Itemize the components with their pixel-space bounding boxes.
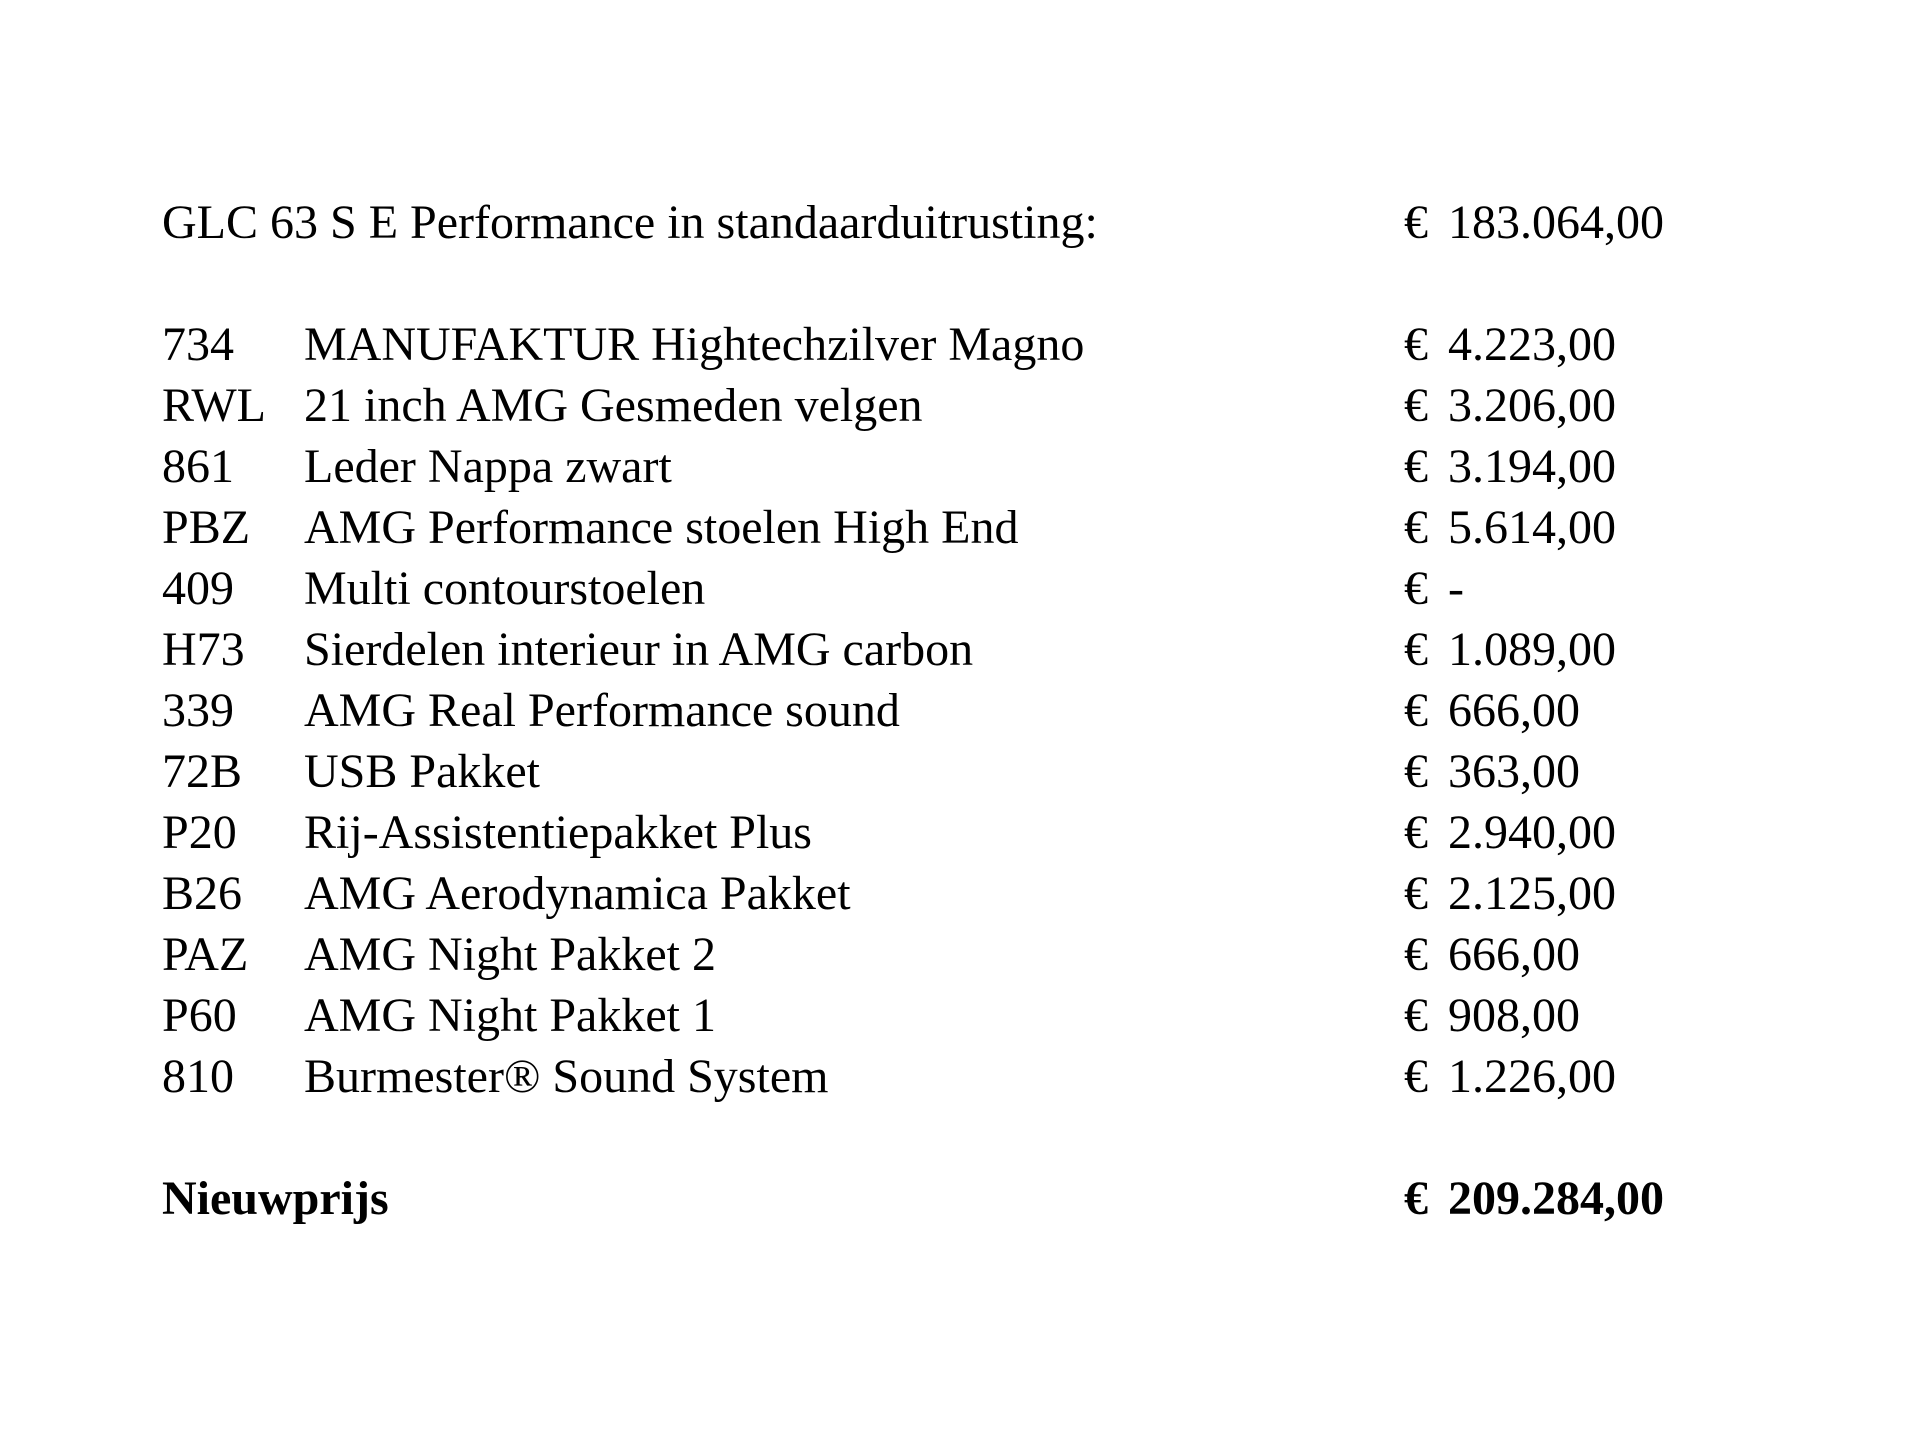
option-price: € 5.614,00	[1404, 501, 1616, 554]
option-price: € 4.223,00	[1404, 318, 1616, 371]
option-name: AMG Performance stoelen High End	[304, 501, 1019, 554]
total-row	[162, 1168, 1862, 1229]
option-price: € 2.940,00	[1404, 806, 1616, 859]
option-name: MANUFAKTUR Hightechzilver Magno	[304, 318, 1085, 371]
option-row	[162, 375, 1862, 436]
option-code: PAZ	[162, 928, 249, 981]
option-price: € 666,00	[1404, 684, 1580, 737]
option-price: € 2.125,00	[1404, 867, 1616, 920]
option-price: € 1.089,00	[1404, 623, 1616, 676]
option-name: Sierdelen interieur in AMG carbon	[304, 623, 974, 676]
option-code: RWL	[162, 379, 266, 432]
option-price: € 1.226,00	[1404, 1050, 1616, 1103]
total-price: € 209.284,00	[1404, 1172, 1664, 1225]
option-row	[162, 741, 1862, 802]
option-code: H73	[162, 623, 245, 676]
option-name: Leder Nappa zwart	[304, 440, 672, 493]
option-name: USB Pakket	[304, 745, 541, 798]
option-price: € 908,00	[1404, 989, 1580, 1042]
option-price: € 3.194,00	[1404, 440, 1616, 493]
option-code: 339	[162, 684, 234, 737]
option-row	[162, 1046, 1862, 1107]
option-name: AMG Real Performance sound	[304, 684, 900, 737]
option-price: € 363,00	[1404, 745, 1580, 798]
option-name: AMG Night Pakket 2	[304, 928, 716, 981]
option-name: Multi contourstoelen	[304, 562, 706, 615]
option-code: PBZ	[162, 501, 251, 554]
option-row	[162, 924, 1862, 985]
option-row	[162, 619, 1862, 680]
option-code: 72B	[162, 745, 243, 798]
option-code: P20	[162, 806, 237, 859]
option-row	[162, 802, 1862, 863]
option-row	[162, 985, 1862, 1046]
option-name: AMG Aerodynamica Pakket	[304, 867, 851, 920]
option-code: 810	[162, 1050, 234, 1103]
option-row	[162, 314, 1862, 375]
option-price: € 3.206,00	[1404, 379, 1616, 432]
option-row	[162, 680, 1862, 741]
spacer	[162, 1107, 1862, 1168]
option-price: € -	[1404, 562, 1464, 615]
option-code: 734	[162, 318, 234, 371]
base-model-row	[162, 192, 1862, 253]
spacer	[162, 253, 1862, 314]
base-model-label: GLC 63 S E Performance in standaarduitrusting:	[162, 196, 1098, 249]
option-row	[162, 863, 1862, 924]
option-code: 409	[162, 562, 234, 615]
base-model-price: € 183.064,00	[1404, 196, 1664, 249]
price-list	[162, 192, 1862, 1229]
option-code: B26	[162, 867, 243, 920]
total-label: Nieuwprijs	[162, 1172, 389, 1225]
option-row	[162, 497, 1862, 558]
option-name: 21 inch AMG Gesmeden velgen	[304, 379, 923, 432]
option-name: Rij-Assistentiepakket Plus	[304, 806, 812, 859]
options-list	[162, 314, 1862, 1107]
option-name: AMG Night Pakket 1	[304, 989, 716, 1042]
option-code: 861	[162, 440, 234, 493]
option-row	[162, 558, 1862, 619]
option-name: Burmester® Sound System	[304, 1050, 829, 1103]
option-code: P60	[162, 989, 237, 1042]
option-price: € 666,00	[1404, 928, 1580, 981]
option-row	[162, 436, 1862, 497]
